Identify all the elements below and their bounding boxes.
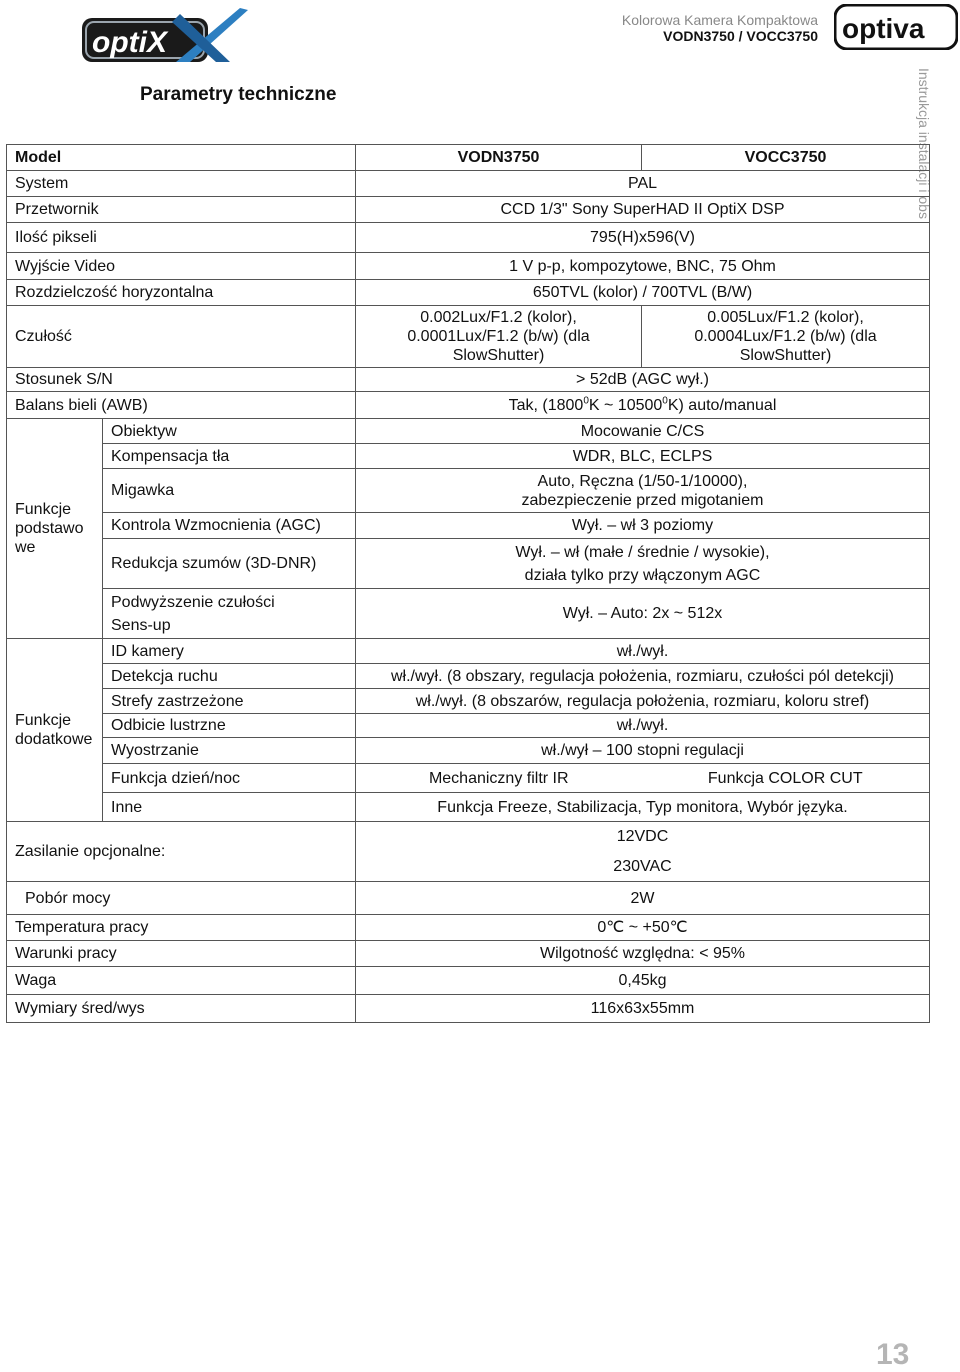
- table-row: [7, 822, 930, 852]
- row-value: 230VAC: [356, 852, 930, 882]
- sens-a-line: 0.0001Lux/F1.2 (b/w) (dla: [407, 328, 590, 345]
- table-row: [7, 941, 930, 967]
- row-label: ID kamery: [103, 639, 356, 664]
- sens-a-line: 0.002Lux/F1.2 (kolor),: [420, 309, 577, 326]
- model-a: VODN3750: [356, 145, 642, 171]
- optiva-logo-text: optiva: [842, 13, 925, 44]
- table-row: [7, 392, 930, 419]
- row-value: Mocowanie C/CS: [356, 419, 930, 444]
- row-label: Wymiary śred/wys: [7, 995, 356, 1023]
- row-value: > 52dB (AGC wył.): [356, 368, 930, 392]
- row-label: Rozdzielczość horyzontalna: [7, 280, 356, 306]
- table-row: [7, 967, 930, 995]
- row-label: Warunki pracy: [7, 941, 356, 967]
- row-label: Odbicie lustrzne: [103, 714, 356, 738]
- table-row: [7, 714, 930, 738]
- optiva-logo: [834, 4, 958, 50]
- table-row: [7, 995, 930, 1023]
- sens-a-line: SlowShutter): [452, 347, 545, 364]
- awb-sup: 0: [662, 395, 668, 407]
- row-label: Stosunek S/N: [7, 368, 356, 392]
- optix-logo: [80, 4, 250, 68]
- row-value: wł./wył. (8 obszary, regulacja położenia, rozmiaru, czułości pól detekcji): [356, 664, 930, 689]
- row-label: Detekcja ruchu: [103, 664, 356, 689]
- sens-b-line: SlowShutter): [739, 347, 832, 364]
- value-line: zabezpieczenie przed migotaniem: [521, 491, 764, 509]
- table-row: [7, 513, 930, 539]
- side-running-text: Instrukcja instalacji i obs: [916, 68, 932, 219]
- row-label: System: [7, 171, 356, 197]
- table-row: [7, 589, 930, 639]
- optix-logo-text: optiX: [92, 26, 167, 59]
- table-row: [7, 764, 930, 793]
- table-row: [7, 145, 930, 171]
- row-label: Ilość pikseli: [7, 223, 356, 253]
- group-line: podstawo: [15, 520, 84, 537]
- row-value: Wył. – Auto: 2x ~ 512x: [356, 589, 930, 639]
- row-label: Zasilanie opcjonalne:: [7, 822, 356, 882]
- table-row: [7, 793, 930, 822]
- model-b: VOCC3750: [642, 145, 930, 171]
- row-value: 12VDC: [356, 822, 930, 852]
- header-subtitle: Kolorowa Kamera Kompaktowa: [621, 12, 818, 28]
- row-label: Migawka: [103, 469, 356, 513]
- group-line: Funkcje: [15, 501, 72, 518]
- row-value: 0℃ ~ +50℃: [356, 915, 930, 941]
- group-line: Funkcje: [15, 712, 72, 729]
- row-value: wł./wył.: [356, 714, 930, 738]
- value-line: Auto, Ręczna (1/50-1/10000),: [537, 472, 748, 490]
- page-number: 13: [876, 1338, 910, 1371]
- table-row: [7, 689, 930, 714]
- row-label: Strefy zastrzeżone: [103, 689, 356, 714]
- row-label: Redukcja szumów (3D-DNR): [103, 539, 356, 589]
- table-row: [7, 280, 930, 306]
- model-label: Model: [7, 145, 356, 171]
- daynight-value-b: Funkcja COLOR CUT: [642, 764, 930, 793]
- row-value: [356, 539, 930, 589]
- basic-group-label: [7, 419, 103, 639]
- sens-b-line: 0.005Lux/F1.2 (kolor),: [707, 309, 864, 326]
- awb-post: K) auto/manual: [667, 396, 777, 414]
- row-value: 0,45kg: [356, 967, 930, 995]
- table-row: [7, 368, 930, 392]
- value-line: Wył. – wł (małe / średnie / wysokie),: [515, 543, 770, 561]
- row-label: Kontrola Wzmocnienia (AGC): [103, 513, 356, 539]
- group-line: dodatkowe: [15, 731, 93, 748]
- row-value: 116x63x55mm: [356, 995, 930, 1023]
- awb-value: [356, 392, 930, 419]
- row-value: CCD 1/3" Sony SuperHAD II OptiX DSP: [356, 197, 930, 223]
- row-label: Funkcja dzień/noc: [103, 764, 356, 793]
- row-label: Obiektyw: [103, 419, 356, 444]
- row-value: 650TVL (kolor) / 700TVL (B/W): [356, 280, 930, 306]
- row-label: Inne: [103, 793, 356, 822]
- row-label: Przetwornik: [7, 197, 356, 223]
- table-row: [7, 306, 930, 368]
- awb-mid: K ~ 10500: [588, 396, 663, 414]
- table-row: [7, 419, 930, 444]
- table-row: [7, 253, 930, 280]
- header-model: VODN3750 / VOCC3750: [663, 28, 818, 44]
- row-value: wł./wył – 100 stopni regulacji: [356, 738, 930, 764]
- row-label: Waga: [7, 967, 356, 995]
- table-row: [7, 444, 930, 469]
- row-value: WDR, BLC, ECLPS: [356, 444, 930, 469]
- awb-sup: 0: [583, 395, 589, 407]
- value-line: działa tylko przy włączonym AGC: [524, 566, 761, 584]
- table-row: [7, 197, 930, 223]
- awb-pre: Tak, (1800: [508, 396, 584, 414]
- extra-group-label: [7, 639, 103, 822]
- sens-value-b: [642, 306, 930, 368]
- table-row: [7, 664, 930, 689]
- row-value: wł./wył. (8 obszarów, regulacja położenia, rozmiaru, koloru stref): [356, 689, 930, 714]
- page-title: Parametry techniczne: [140, 84, 337, 105]
- row-label: Wyostrzanie: [103, 738, 356, 764]
- row-label: Temperatura pracy: [7, 915, 356, 941]
- row-label: Balans bieli (AWB): [7, 392, 356, 419]
- row-value: 1 V p-p, kompozytowe, BNC, 75 Ohm: [356, 253, 930, 280]
- row-value: Funkcja Freeze, Stabilizacja, Typ monitora, Wybór języka.: [356, 793, 930, 822]
- sens-b-line: 0.0004Lux/F1.2 (b/w) (dla: [694, 328, 877, 345]
- table-row: [7, 223, 930, 253]
- row-value: [356, 469, 930, 513]
- row-label: Czułość: [7, 306, 356, 368]
- table-row: [7, 738, 930, 764]
- label-line: Sens-up: [111, 616, 171, 634]
- row-value: wł./wył.: [356, 639, 930, 664]
- row-value: PAL: [356, 171, 930, 197]
- spec-table: [6, 144, 930, 1023]
- sens-value-a: [356, 306, 642, 368]
- table-row: [7, 915, 930, 941]
- label-line: Podwyższenie czułości: [111, 593, 275, 611]
- table-row: [7, 539, 930, 589]
- table-row: [7, 171, 930, 197]
- row-label: Pobór mocy: [7, 882, 356, 915]
- row-value: Wył. – wł 3 poziomy: [356, 513, 930, 539]
- row-label: Kompensacja tła: [103, 444, 356, 469]
- row-value: 795(H)x596(V): [356, 223, 930, 253]
- row-label: [103, 589, 356, 639]
- row-value: 2W: [356, 882, 930, 915]
- group-line: we: [15, 539, 36, 556]
- table-row: [7, 882, 930, 915]
- table-row: [7, 469, 930, 513]
- row-value: Wilgotność względna: < 95%: [356, 941, 930, 967]
- table-row: [7, 639, 930, 664]
- daynight-value-a: Mechaniczny filtr IR: [356, 764, 642, 793]
- row-label: Wyjście Video: [7, 253, 356, 280]
